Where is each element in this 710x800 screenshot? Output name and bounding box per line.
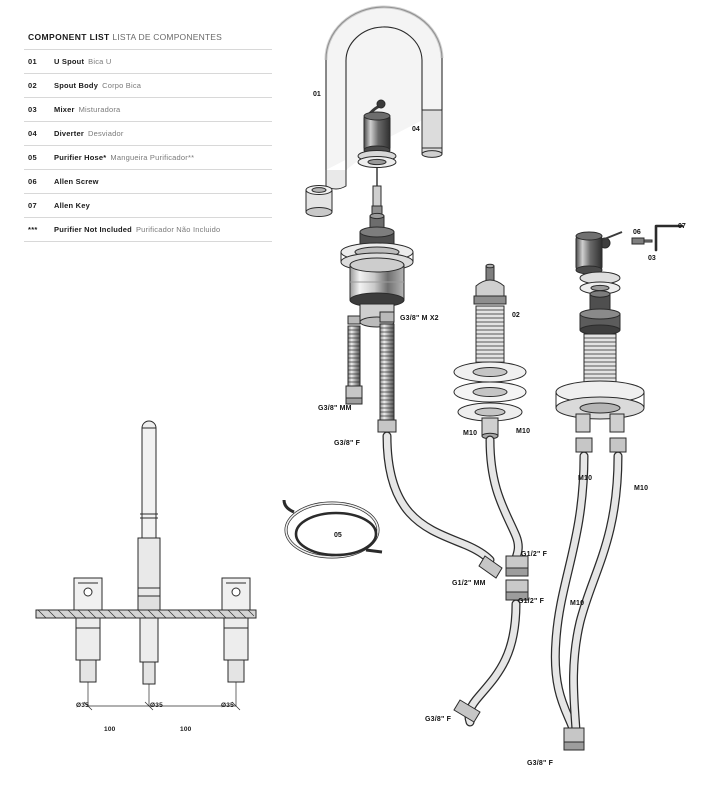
list-item	[24, 217, 272, 242]
list-item-name: Allen Screw	[54, 177, 99, 186]
list-item	[24, 97, 272, 121]
component-list-title-en: COMPONENT LIST	[28, 32, 110, 42]
mixer-right-part	[556, 232, 644, 432]
list-item-number: 01	[28, 57, 37, 66]
list-item	[24, 193, 272, 217]
list-item-alt: Bica U	[88, 57, 112, 66]
list-item-name: Diverter	[54, 129, 84, 138]
dim-span-b: 100	[180, 726, 192, 733]
callout-05: 05	[334, 532, 342, 539]
callout-07: 07	[678, 223, 686, 230]
label-g12-f-b: G1/2" F	[518, 598, 545, 605]
list-item	[24, 121, 272, 145]
label-m10-b: M10	[516, 428, 531, 435]
list-item-alt: Misturadora	[78, 105, 121, 114]
component-list	[24, 32, 272, 242]
label-m10-c: M10	[578, 475, 593, 482]
list-item-alt: Mangueira Purificador**	[110, 153, 195, 162]
label-g38-f-bottom-b: G3/8" F	[527, 760, 554, 767]
dim-span-a: 100	[104, 726, 116, 733]
list-item-number: 02	[28, 81, 37, 90]
callout-06: 06	[633, 229, 641, 236]
label-g38-m-x2: G3/8" M X2	[400, 315, 439, 322]
label-m10-e: M10	[570, 600, 585, 607]
exploded-assembly-drawing	[280, 0, 710, 800]
hose-m10-pair	[555, 438, 626, 750]
label-g12-f-a: G1/2" F	[521, 551, 548, 558]
callout-04: 04	[412, 126, 420, 133]
dim-hole-b: Ø35	[150, 702, 163, 709]
list-item-name: Allen Key	[54, 201, 90, 210]
component-list-title	[24, 32, 272, 49]
list-item-alt: Purificador Não Incluido	[135, 225, 221, 234]
label-m10-a: M10	[463, 430, 478, 437]
list-item-number: 03	[28, 105, 37, 114]
dim-hole-a: Ø35	[76, 702, 89, 709]
list-item-number: 06	[28, 177, 37, 186]
mixer-body-part	[341, 213, 413, 327]
list-item-name: U Spout	[54, 57, 85, 66]
list-item	[24, 145, 272, 169]
list-item-number: 04	[28, 129, 37, 138]
list-item-name: Mixer	[54, 105, 75, 114]
list-item-number: 05	[28, 153, 37, 162]
spout-body-part	[454, 264, 526, 439]
installation-dimension-drawing	[16, 418, 276, 748]
list-item-name: Purifier Not Included	[54, 225, 132, 234]
dim-hole-c: Ø35	[221, 702, 234, 709]
list-item-alt: Corpo Bica	[102, 81, 142, 90]
list-item-name: Spout Body	[54, 81, 99, 90]
label-g38-f-left: G3/8" F	[334, 440, 361, 447]
label-m10-d: M10	[634, 485, 649, 492]
list-item-alt: Desviador	[87, 129, 124, 138]
list-item-number: ***	[28, 225, 38, 234]
label-g12-mm: G1/2" MM	[452, 580, 486, 587]
list-item-name: Purifier Hose*	[54, 153, 107, 162]
purifier-hose-coil	[284, 500, 382, 557]
callout-01: 01	[313, 91, 321, 98]
list-item	[24, 49, 272, 73]
diverter-part	[358, 100, 396, 214]
callout-02: 02	[512, 312, 520, 319]
cap-part	[306, 186, 332, 217]
callout-03: 03	[648, 255, 656, 262]
list-item	[24, 73, 272, 97]
component-list-title-pt: LISTA DE COMPONENTES	[112, 32, 223, 42]
label-g38-f-bottom-a: G3/8" F	[425, 716, 452, 723]
list-item-number: 07	[28, 201, 37, 210]
list-item	[24, 169, 272, 193]
label-g38-mm: G3/8" MM	[318, 405, 352, 412]
